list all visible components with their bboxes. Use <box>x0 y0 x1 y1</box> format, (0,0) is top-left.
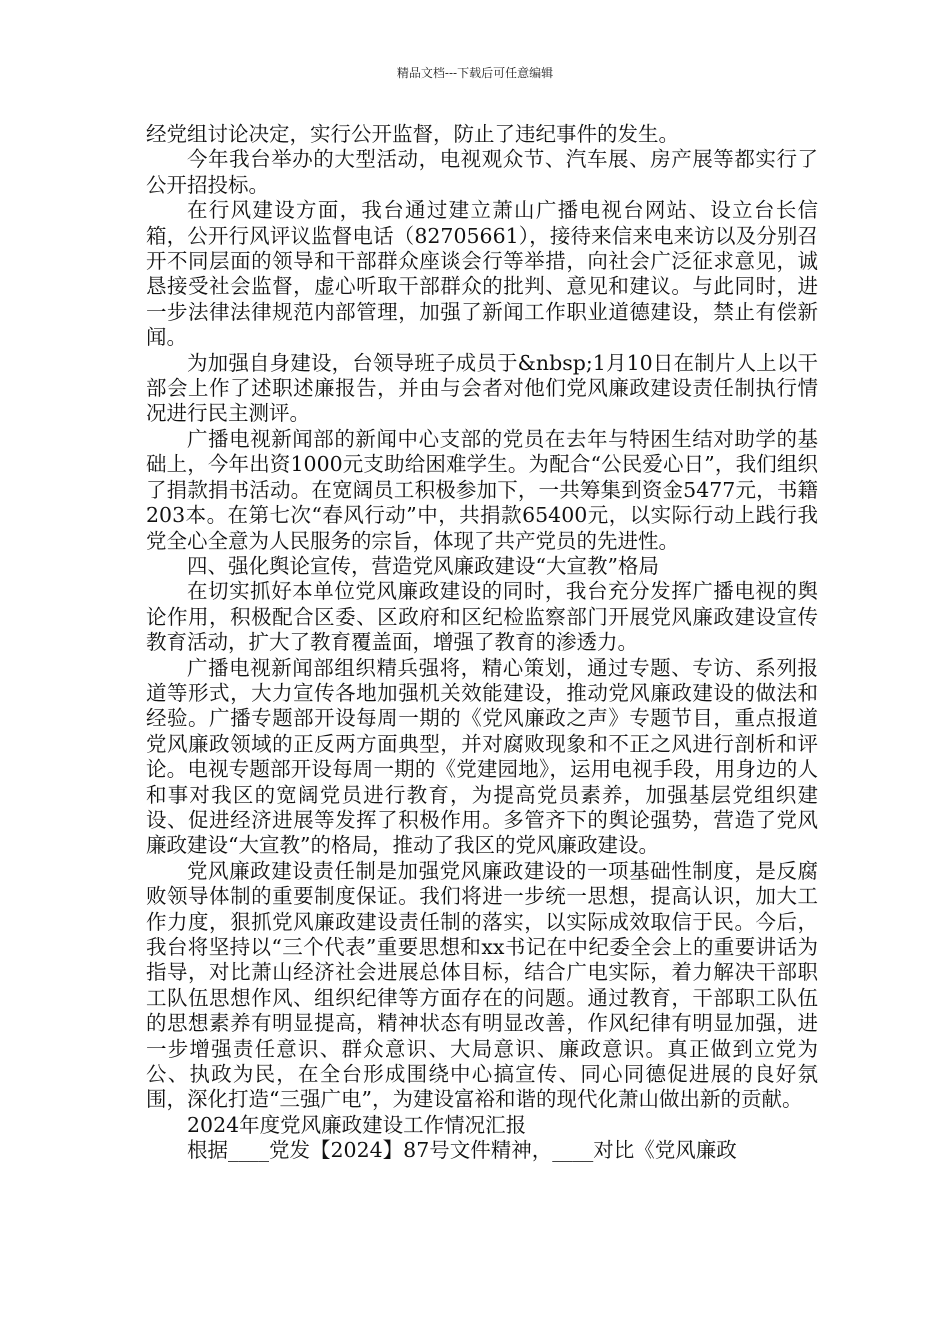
document-body <box>146 122 818 1164</box>
paragraph: 广播电视新闻部的新闻中心支部的党员在去年与特困生结对助学的基础上，今年出资1000元支助给困难学生。为配合“公民爱心日”，我们组织了捐款捐书活动。在宽阔员工积极参加下，一共筹集到资金5477元，书籍203本。在第七次“春风行动”中，共捐款65400元，以实际行动上践行我党全心全意为人民服务的宗旨，体现了共产党员的先进性。 <box>146 426 818 553</box>
paragraph: 经党组讨论决定，实行公开监督，防止了违纪事件的发生。 <box>146 122 679 146</box>
paragraph: 为加强自身建设，台领导班子成员于&nbsp;1月10日在制片人上以干部会上作了述职述廉报告，并由与会者对他们党风廉政建设责任制执行情况进行民主测评。 <box>146 350 818 426</box>
paragraph: 今年我台举办的大型活动，电视观众节、汽车展、房产展等都实行了公开招投标。 <box>146 147 818 197</box>
section-heading: 四、强化舆论宣传，营造党风廉政建设“大宣教”格局 <box>187 553 659 578</box>
paragraph: 党风廉政建设责任制是加强党风廉政建设的一项基础性制度，是反腐败领导体制的重要制度保证。我们将进一步统一思想，提高认识，加大工作力度，狠抓党风廉政建设责任制的落实，以实际成效取信于民。今后，我台将坚持以“三个代表”重要思想和xx书记在中纪委全会上的重要讲话为指导，对比萧山经济社会进展总体目标，结合广电实际，着力解决干部职工队伍思想作风、组织纪律等方面存在的问题。通过教育，干部职工队伍的思想素养有明显提高，精神状态有明显改善，作风纪律有明显加强，进一步增强责任意识、群众意识、大局意识、廉政意识。真正做到立党为公、执政为民，在全台形成围绕中心搞宣传、同心同德促进展的良好氛围，深化打造“三强广电”，为建设富裕和谐的现代化萧山做出新的贡献。 <box>146 858 818 1112</box>
paragraph: 在切实抓好本单位党风廉政建设的同时，我台充分发挥广播电视的舆论作用，积极配合区委、区政府和区纪检监察部门开展党风廉政建设宣传教育活动，扩大了教育覆盖面，增强了教育的渗透力。 <box>146 579 818 655</box>
page-header: 精品文档---下载后可任意编辑 <box>396 66 554 80</box>
paragraph: 广播电视新闻部组织精兵强将，精心策划，通过专题、专访、系列报道等形式，大力宣传各地加强机关效能建设，推动党风廉政建设的做法和经验。广播专题部开设每周一期的《党风廉政之声》专题节目，重点报道党风廉政领域的正反两方面典型，并对腐败现象和不正之风进行剖析和评论。电视专题部开设每周一期的《党建园地》，运用电视手段，用身边的人和事对我区的宽阔党员进行教育，为提高党员素养，加强基层党组织建设、促进经济进展等发挥了积极作用。多管齐下的舆论强势，营造了党风廉政建设“大宣教”的格局，推动了我区的党风廉政建设。 <box>146 655 818 858</box>
paragraph: 在行风建设方面，我台通过建立萧山广播电视台网站、设立台长信箱，公开行风评议监督电话（82705661），接待来信来电来访以及分别召开不同层面的领导和干部群众座谈会行等举措，向社会广泛征求意见，诚恳接受社会监督，虚心听取干部群众的批判、意见和建议。与此同时，进一步法律法律规范内部管理，加强了新闻工作职业道德建设，禁止有偿新闻。 <box>146 198 818 350</box>
paragraph: 根据____党发【2024】87号文件精神，____对比《党风廉政 <box>187 1138 737 1163</box>
document-title: 2024年度党风廉政建设工作情况汇报 <box>187 1112 527 1137</box>
